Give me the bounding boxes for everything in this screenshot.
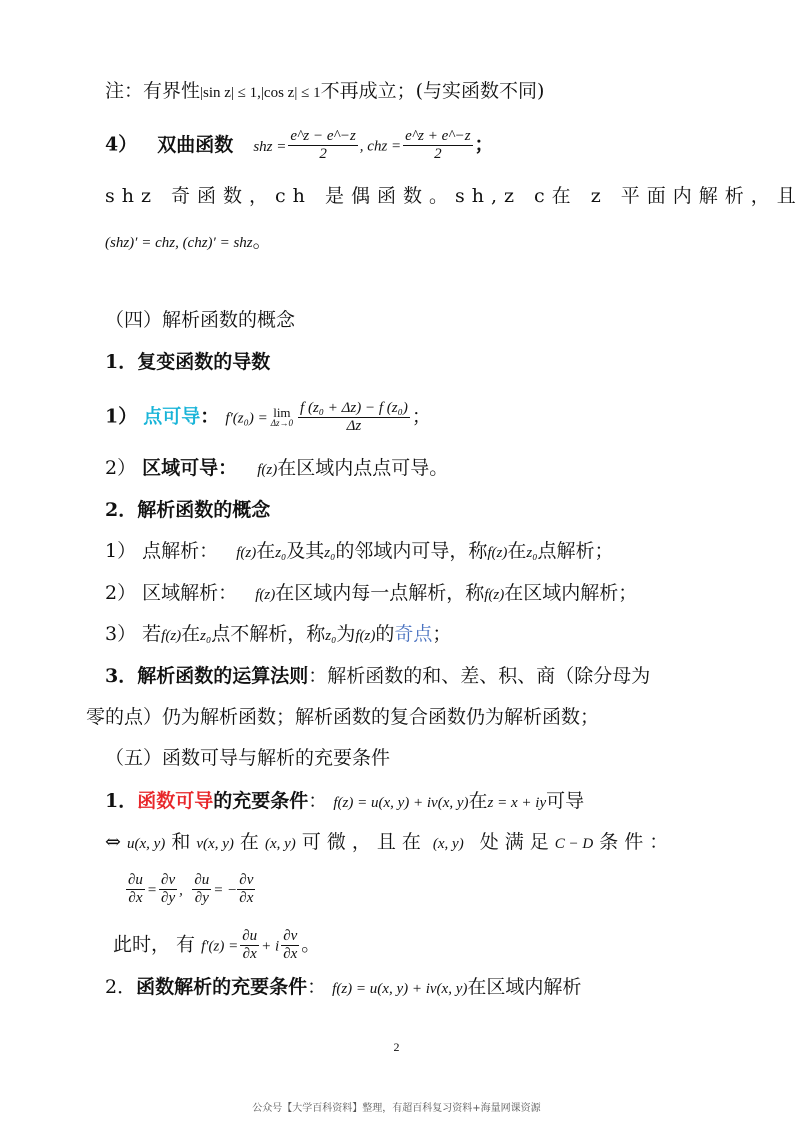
cr-ux-num: ∂u	[128, 872, 143, 888]
a3-z0: z₀	[200, 628, 212, 644]
then-frac-ux	[240, 928, 259, 963]
c2-number: 2．	[105, 976, 137, 998]
cr-v: v(x, y)	[196, 836, 234, 852]
a3-z0b: z₀	[325, 628, 337, 644]
c1-t2: 可导	[546, 790, 585, 812]
a1-t5: 点解析；	[537, 540, 614, 562]
p1-lhs: f′(z₀) =	[225, 410, 268, 427]
cr-t1: 和	[171, 831, 191, 853]
then-den1: ∂x	[242, 946, 257, 962]
cr-frac-cut	[237, 872, 254, 907]
p1-number: 1）	[105, 405, 138, 428]
a3-t2: 在	[181, 623, 201, 645]
point-derivative-line	[105, 400, 431, 435]
a1-t1: 在	[256, 540, 276, 562]
cr-equations: $\frac{\partial u}{\partial x}$ = $\frac{\partial v}{\partial y}$ , $\frac{\partial u}{\partial y}$ = − $\frac{\partial v}{\partial x}$	[128, 872, 254, 906]
ch-fraction	[403, 128, 472, 163]
a3-fz: f(z)	[161, 628, 182, 644]
cr-cd: C − D	[554, 836, 594, 852]
section4-heading	[105, 307, 295, 333]
sub3-cont-text: 零的点）仍为解析函数；解析函数的复合函数仍为解析函数；	[86, 706, 600, 728]
hyperbolic-deriv-line	[105, 228, 272, 256]
c2-label: 函数解析的充要条件	[136, 976, 308, 998]
singular-point-line	[105, 621, 451, 649]
cr-cut-den: ∂x	[239, 890, 254, 906]
sub3-text: ：解析函数的和、差、积、商（除分母为	[308, 665, 651, 687]
note-prefix: 注：有界性	[105, 80, 201, 102]
a3-end: ；	[432, 623, 452, 645]
p1-limit	[270, 404, 294, 429]
note-line	[105, 78, 544, 106]
c1-formula: f(z) = u(x, y) + iv(x, y)	[333, 795, 469, 811]
c2-colon: ：	[307, 976, 327, 998]
a1-z0b: z₀	[324, 545, 336, 561]
sub2-heading	[105, 497, 270, 523]
then-num1: ∂u	[242, 928, 258, 944]
a2-fz: f(z)	[255, 587, 276, 603]
sub1-heading	[105, 349, 270, 375]
then-end: 。	[301, 933, 321, 956]
hyperbolic-desc	[105, 183, 803, 209]
then-frac-vx	[281, 928, 299, 963]
p1-label: 点可导	[143, 405, 201, 428]
p1-denominator: Δz	[346, 418, 362, 434]
cr-u: u(x, y)	[126, 836, 166, 852]
ch-denominator: 2	[434, 146, 442, 162]
a2-number: 2）	[105, 582, 137, 604]
p1-lim-sub: Δz→0	[270, 417, 294, 428]
c1-label-rest: 的充要条件	[213, 790, 309, 812]
p1-lim-text: lim	[273, 404, 291, 420]
cauchy-riemann-line	[105, 829, 674, 857]
sub2-heading-text: 2．解析函数的概念	[105, 499, 271, 521]
point-analytic-line	[105, 538, 613, 566]
p2-label: 区域可导：	[142, 457, 238, 479]
hyperbolic-number: 4）	[105, 133, 138, 156]
iff-arrow: ⇔	[105, 831, 121, 853]
cr-xy: (x, y)	[264, 836, 296, 852]
hyperbolic-deriv: (shz)′ = chz, (chz)′ = shz	[105, 235, 253, 251]
c1-t1: 在	[468, 790, 488, 812]
note-formula-cos: |cos z| ≤ 1	[260, 85, 321, 101]
analytic-condition-line	[105, 974, 581, 1002]
then-text: 此时， 有	[113, 933, 196, 956]
cr-frac-uy	[192, 872, 211, 907]
then-lhs: f′(z) =	[201, 938, 239, 955]
sub1-heading-text: 1．复变函数的导数	[105, 351, 271, 373]
p1-numerator: f (z₀ + Δz) − f (z₀)	[300, 400, 408, 416]
a1-t4: 在	[507, 540, 527, 562]
a1-z0a: z₀	[275, 545, 287, 561]
cr-minus: = −	[213, 882, 238, 899]
cr-t5: 条件：	[599, 831, 675, 853]
a3-t5: 的	[375, 623, 395, 645]
a3-fz2: f(z)	[355, 628, 376, 644]
a3-t4: 为	[336, 623, 356, 645]
operation-rules-line	[105, 663, 650, 689]
hyperbolic-end: ；	[474, 133, 494, 156]
a1-number: 1）	[105, 540, 137, 562]
sh-numerator: e^z − e^−z	[290, 128, 356, 144]
then-num2: ∂v	[283, 928, 298, 944]
page-number: 2	[393, 1040, 400, 1054]
p1-end: ；	[411, 405, 431, 428]
c1-colon: ：	[308, 790, 328, 812]
a1-label: 点解析：	[142, 540, 219, 562]
cr-t4: 处满足	[479, 831, 555, 853]
note-suffix: 不再成立；(与实函数不同)	[320, 80, 545, 102]
region-derivative-line	[105, 455, 448, 483]
c2-formula: f(z) = u(x, y) + iv(x, y)	[332, 981, 468, 997]
then-den2: ∂x	[283, 946, 298, 962]
cr-uy-den: ∂y	[194, 890, 209, 906]
a2-t1: 在区域内每一点解析，称	[275, 582, 485, 604]
ch-numerator: e^z + e^−z	[405, 128, 471, 144]
a1-fz: f(z)	[236, 545, 257, 561]
p1-colon: ：	[200, 405, 220, 428]
operation-rules-cont	[86, 704, 599, 730]
c1-number: 1．	[105, 790, 138, 812]
sh-lhs: shz =	[253, 138, 287, 155]
cr-frac-vy	[159, 872, 177, 907]
sub3-label: 3．解析函数的运算法则	[105, 665, 309, 687]
p1-fraction	[298, 400, 410, 435]
then-derivative-line	[113, 928, 320, 963]
hyperbolic-heading	[105, 128, 494, 163]
singular-point-term: 奇点	[394, 623, 433, 645]
p2-text: 在区域内点点可导。	[277, 457, 449, 479]
cr-uy-num: ∂u	[194, 872, 210, 888]
a3-number: 3）	[105, 623, 137, 645]
a2-label: 区域解析：	[142, 582, 238, 604]
hyperbolic-title: 双曲函数	[157, 133, 234, 156]
hyperbolic-desc-text: shz 奇函数，ch 是偶函数。sh,z c在 z 平面内解析，且	[105, 185, 803, 207]
c1-red-label: 函数可导	[137, 790, 214, 812]
cr-cut-num: ∂v	[239, 872, 254, 888]
c2-text: 在区域内解析	[467, 976, 582, 998]
a1-t2: 及其	[286, 540, 325, 562]
a1-fz2: f(z)	[487, 545, 508, 561]
a1-t3: 的邻域内可导，称	[335, 540, 488, 562]
cr-ux-den: ∂x	[128, 890, 143, 906]
c1-z: z = x + iy	[487, 795, 547, 811]
cr-vy-den: ∂y	[161, 890, 176, 906]
differentiable-condition-line	[105, 788, 584, 816]
cr-frac-ux	[126, 872, 145, 907]
a2-t2: 在区域内解析；	[504, 582, 638, 604]
region-analytic-line	[105, 580, 637, 608]
section4-heading-text: （四）解析函数的概念	[105, 309, 296, 331]
cr-t2: 在	[239, 831, 259, 853]
section5-heading-text: （五）函数可导与解析的充要条件	[105, 747, 391, 769]
a3-t3: 点不解析，称	[211, 623, 326, 645]
a1-z0c: z₀	[526, 545, 538, 561]
ch-lhs: , chz =	[359, 138, 402, 155]
sh-denominator: 2	[319, 146, 327, 162]
p2-number: 2）	[105, 457, 137, 479]
cr-vy-num: ∂v	[161, 872, 176, 888]
a3-t1: 若	[142, 623, 162, 645]
a2-fz2: f(z)	[484, 587, 505, 603]
cr-t3: 可微，且在	[301, 831, 427, 853]
sh-fraction	[288, 128, 357, 163]
footer-watermark: 公众号【大学百科资料】整理，有超百科复习资料+海量网课资源	[252, 1103, 541, 1114]
hyperbolic-deriv-end: 。	[252, 230, 272, 252]
note-formula-sin: |sin z| ≤ 1,	[200, 85, 261, 101]
then-plus: + i	[261, 938, 280, 955]
p2-fz: f(z)	[257, 462, 278, 478]
section5-heading	[105, 745, 390, 771]
cr-xy2: (x, y)	[432, 836, 464, 852]
